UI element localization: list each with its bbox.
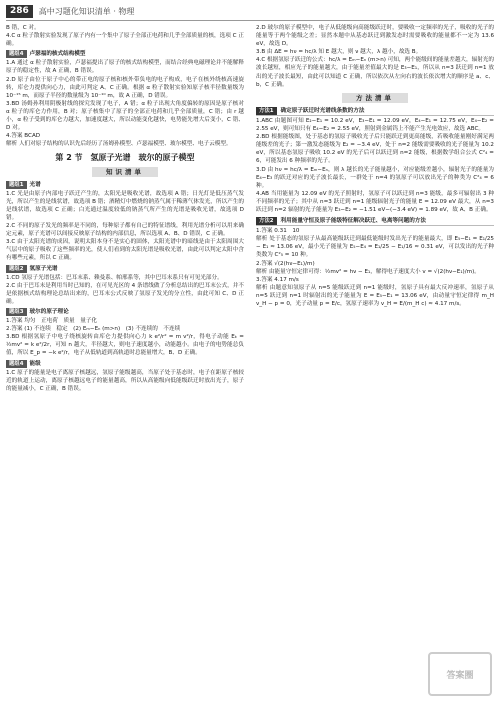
page-number: 286 bbox=[6, 5, 33, 18]
topic-heading bbox=[6, 308, 244, 316]
band-label: 方法清单 bbox=[342, 93, 408, 103]
band-label: 知识清单 bbox=[92, 167, 158, 177]
text-line: 1.ABC 由题图可知 E₂−E₁ = 10.2 eV，E₃−E₁ = 12.09 eV，E₄−E₁ = 12.75 eV，E₄−E₂ = 2.55 eV，则可知只有 E₄−E₂ = 2.55 eV，照射到金属钨上不能产生光电效应，故选 ABC。 bbox=[256, 117, 494, 133]
text-line: 2.D 原子由位于原子中心的带正电的原子核和核外带负电的电子构成，电子在核外绕核高速旋转，库仑力提供向心力，由此可判定 A、C 正确。根据 α 粒子散射实验知原子核半径数量级为 10⁻¹⁵ m，而原子半径的数量级为 10⁻¹⁰ m，故 A 正确，D 错误。 bbox=[6, 76, 244, 99]
text-line: 3.B 由 ΔE = hν = hc/λ 知 E 越大，则 ν 越大，λ 越小，故选 B。 bbox=[256, 49, 422, 56]
watermark-logo: 答案圈 bbox=[428, 652, 492, 696]
text-line: 1.答案 均匀 正电荷 质量 量子化 bbox=[6, 318, 98, 325]
text-line: 3.BD 汤姆孙利用阴极射线的探究发现了电子，A 错；α 粒子出现大角度偏转的原因是原子核对 α 粒子的库仑力作用，B 对；原子核集中了原子的全部正电荷和几乎全部质量，C 错；由 r 越小，α 粒子受到的库仑力越大，加速度越大，所以动能变化越快，电势能先增大后变小，C 错、D 对。 bbox=[6, 100, 244, 132]
topic-tag: 题组3 bbox=[6, 308, 27, 316]
topic-heading bbox=[6, 181, 244, 189]
method-title: 利用能量守恒及原子能级特征解决跃迁、电离等问题的方法 bbox=[280, 218, 426, 225]
text-line: 3.答案 4.17 m/s bbox=[256, 276, 299, 283]
text-line: 3.C 由于太阳光谱的成因，说明太阳本身不是实心的固体，太阳光谱中的暗线是由于太阳周围大气层中的原子吸收了这些频率的光，使人们看到的太阳光谱是吸收光谱，由此可以判定太阳中含有哪些元素，所以 C 正确。 bbox=[6, 239, 244, 262]
topic-heading bbox=[6, 265, 244, 273]
text-line: 1.C 原子的能量是电子离原子核越远，氢原子能级越高，当原子处于基态时，电子在距原子核较近的轨道上运动，离原子核越远电子的能量越高，所以从高能级向低能级跃迁时放出光子，原子的能量减小，C 正确，B 错误。 bbox=[6, 369, 244, 392]
topic-title: 光谱 bbox=[29, 181, 41, 188]
method-title: 确定原子跃迁时光谱线条数的方法 bbox=[280, 107, 365, 114]
topic-title: 氢原子光谱 bbox=[29, 265, 58, 272]
topic-title: 能级 bbox=[29, 360, 41, 367]
method-heading bbox=[256, 217, 494, 226]
text-line: 2.BD 根据能级图，处于基态的氢原子吸收光子后只能跃迁到更高能级，若吸收能量刚好满足两能级差的光子；第一激发态能级为 E₂ = −3.4 eV，处于 n=2 能级需要吸收的光子能量为 10.2 eV，所以基态氢原子吸收 10.2 eV 的光子后可以跃迁到 n=2 能级，根据数学组合公式 C²₄ = 6，可能发出 6 种频率的光子。 bbox=[256, 134, 494, 165]
topic-tag: 题组2 bbox=[6, 265, 27, 273]
text-line: 4.答案 BCAD bbox=[6, 133, 41, 140]
text-line: B 错，C 对。 bbox=[6, 25, 40, 31]
text-line: 4.C 根据氢原子跃迁的公式：hc/λ = Eₘ−Eₙ (m>n) 可知，两个能级间的能量差越大，辐射光的波长越短，相应光子的能量越大，由于能量差值最大的是 E₃−E₁，所以从 n=3 跃迁到 n=1 放出的光子波长最短，由此可以知道 C 正确，所以依次从左向右的波长依次增大的顺序是 a、c、b，C 正确。 bbox=[256, 57, 494, 88]
text-line: 解析 处于基态的氢原子从最高能级跃迁到最低能级时发出光子的能量最大，即 E₅−E₁ = E₁/25 − E₁ ≈ 13.06 eV，最小光子能量为 E₅−E₄ = E₁/25 − E₁/16 ≈ 0.31 eV，可以发出的光子种类数为 C²₅ = 10 种。 bbox=[256, 236, 494, 259]
text-line: 4.AB 当用能量为 12.09 eV 的光子照射时，氢原子可以跃迁到 n=3 能级，最多可辐射出 3 种不同频率的光子；其中从 n=3 跃迁到 n=1 能级辐射光子的能量 E = 12.09 eV 最大，从 n=3 跃迁到 n=2 辐射的光子能量为 E₃−E₂ = −1.51 eV−(−3.4 eV) = 1.89 eV，故 A、B 正确。 bbox=[256, 190, 494, 213]
topic-heading bbox=[6, 50, 244, 58]
text-line: 2.D 玻尔的原子模型中，电子从低能级向高能级跃迁时，要吸收一定频率的光子，吸收的光子的能量等于两个能级之差；显然本题中从基态跃迁到激发态时需要吸收的能量都不一定为 13.6 eV，故选 D。 bbox=[256, 25, 494, 48]
text-line: 1.A 通过 α 粒子散射实验，卢瑟福提出了原子的核式结构模型，而结合经典电磁理论并不能解释原子的稳定性，故 A 正确，B 错误。 bbox=[6, 60, 244, 75]
text-line: 3.BD 根据氢原子中电子绕核旋转由库仑力提供向心力 k e²/r² = m v²/r，得电子动能 Eₖ = ½mv² = k e²/2r，可知 n 越大，半径越大，则电子速度越小，动能越小。由电子的电势能总负值，所以 E_p = −k e²/r，电子从低轨道到高轨道时总能量增大，B、D 正确。 bbox=[6, 334, 244, 357]
text-line: 1.答案 0.31 10 bbox=[256, 228, 300, 235]
text-line: 3.D 由 hν = hc/λ = Eₘ−Eₙ，则 λ 越长的光子能量越小，对应能级差越小，辐射光子的能量为 E₄−E₃ 的跃迁对应的光子波长最长，一群处于 n=4 的氢原子可以放出光子的种类为 C²₄ = 6 种。 bbox=[256, 166, 494, 189]
topic-heading bbox=[6, 360, 244, 368]
text-line: 2.答案 √(2(hν−E₁)/m) bbox=[256, 260, 315, 267]
header-divider bbox=[6, 20, 494, 21]
text-line: 1.C 光是由原子内部电子跃迁产生的，太阳光是吸收光谱，故选项 A 错；日光灯是低压蒸气发光，所以产生的是线状谱，故选项 B 错；酒精灯中燃烧的钠蒸气属于稀薄气体发光，所以产生的是线状谱，故选项 C 正确；白光通过温度较低的钠蒸气所产生的光谱是吸收光谱，故选项 D 错。 bbox=[6, 190, 244, 221]
method-tag: 方法1 bbox=[256, 107, 277, 115]
page-header bbox=[6, 4, 134, 18]
left-column bbox=[6, 24, 244, 393]
right-column bbox=[256, 24, 494, 308]
topic-title: 卢瑟福的核式结构模型 bbox=[29, 51, 86, 58]
text-line: 解析 由能量守恒定律可得：½mv² = hν − E₁，解得电子速度大小 v = √(2(hν−E₁)/m)。 bbox=[256, 268, 480, 275]
topic-tag: 题组4 bbox=[6, 360, 27, 368]
text-line: 1.CD 氢原子光谱包括：巴耳末系、赖曼系、帕邢系等，其中巴耳末系只有可见光部分。 bbox=[6, 274, 223, 281]
header-title: 高中习题化知识清单 · 物理 bbox=[38, 6, 135, 16]
text-line: 4.C α 粒子散射实验发现了原子内有一个集中了原子全部正电荷和几乎全部质量的核，选项 C 正确。 bbox=[6, 33, 244, 48]
text-line: 2.C 不同的原子发光的频率是不同的，每种原子都有自己的特征谱线，利用光谱分析可以用来确定元素，原子光谱可以间接反映原子结构的内部信息，所以选项 A、B、D 错误，C 正确。 bbox=[6, 223, 244, 238]
method-heading bbox=[256, 107, 494, 116]
section-title: 第 2 节 氢原子光谱 玻尔的原子模型 bbox=[55, 153, 195, 163]
text-line: 解析 由题意知氢原子从 n=5 能级跃迁到 n=1 能级时，氢原子具有最大反冲速率，氢原子从 n=5 跃迁到 n=1 时辐射出的光子能量为 E = E₅−E₁ = 13.06 eV，由动量守恒定律得 m_H v_H − p = 0，光子动量 p = E/c，氢原子速率为 v_H = E/(m_H c) ≈ 4.17 m/s。 bbox=[256, 284, 494, 307]
section-band bbox=[6, 167, 244, 177]
text-line: 解析 人们对原子结构的认识先后经历了汤姆孙模型、卢瑟福模型、玻尔模型、电子云模型。 bbox=[6, 141, 232, 148]
text-line: 2.C 由于巴耳末是利用当时已知的，在可见光区的 4 条谱线做了分析总结出的巴耳末公式，并不是依据核式结构理论总结出来的，巴耳末公式反映了氢原子发光的分立性，由此可知 C、D 正确。 bbox=[6, 282, 244, 305]
topic-tag: 题组1 bbox=[6, 181, 27, 189]
topic-tag: 题组4 bbox=[6, 50, 27, 58]
section-band bbox=[256, 93, 494, 103]
topic-title: 玻尔的原子理论 bbox=[29, 309, 69, 315]
method-tag: 方法2 bbox=[256, 217, 277, 225]
text-line: 2.答案 (1) 不连续 稳定 (2) Eₘ−Eₙ (m>n) (3) 不连续的 不连续 bbox=[6, 326, 181, 333]
